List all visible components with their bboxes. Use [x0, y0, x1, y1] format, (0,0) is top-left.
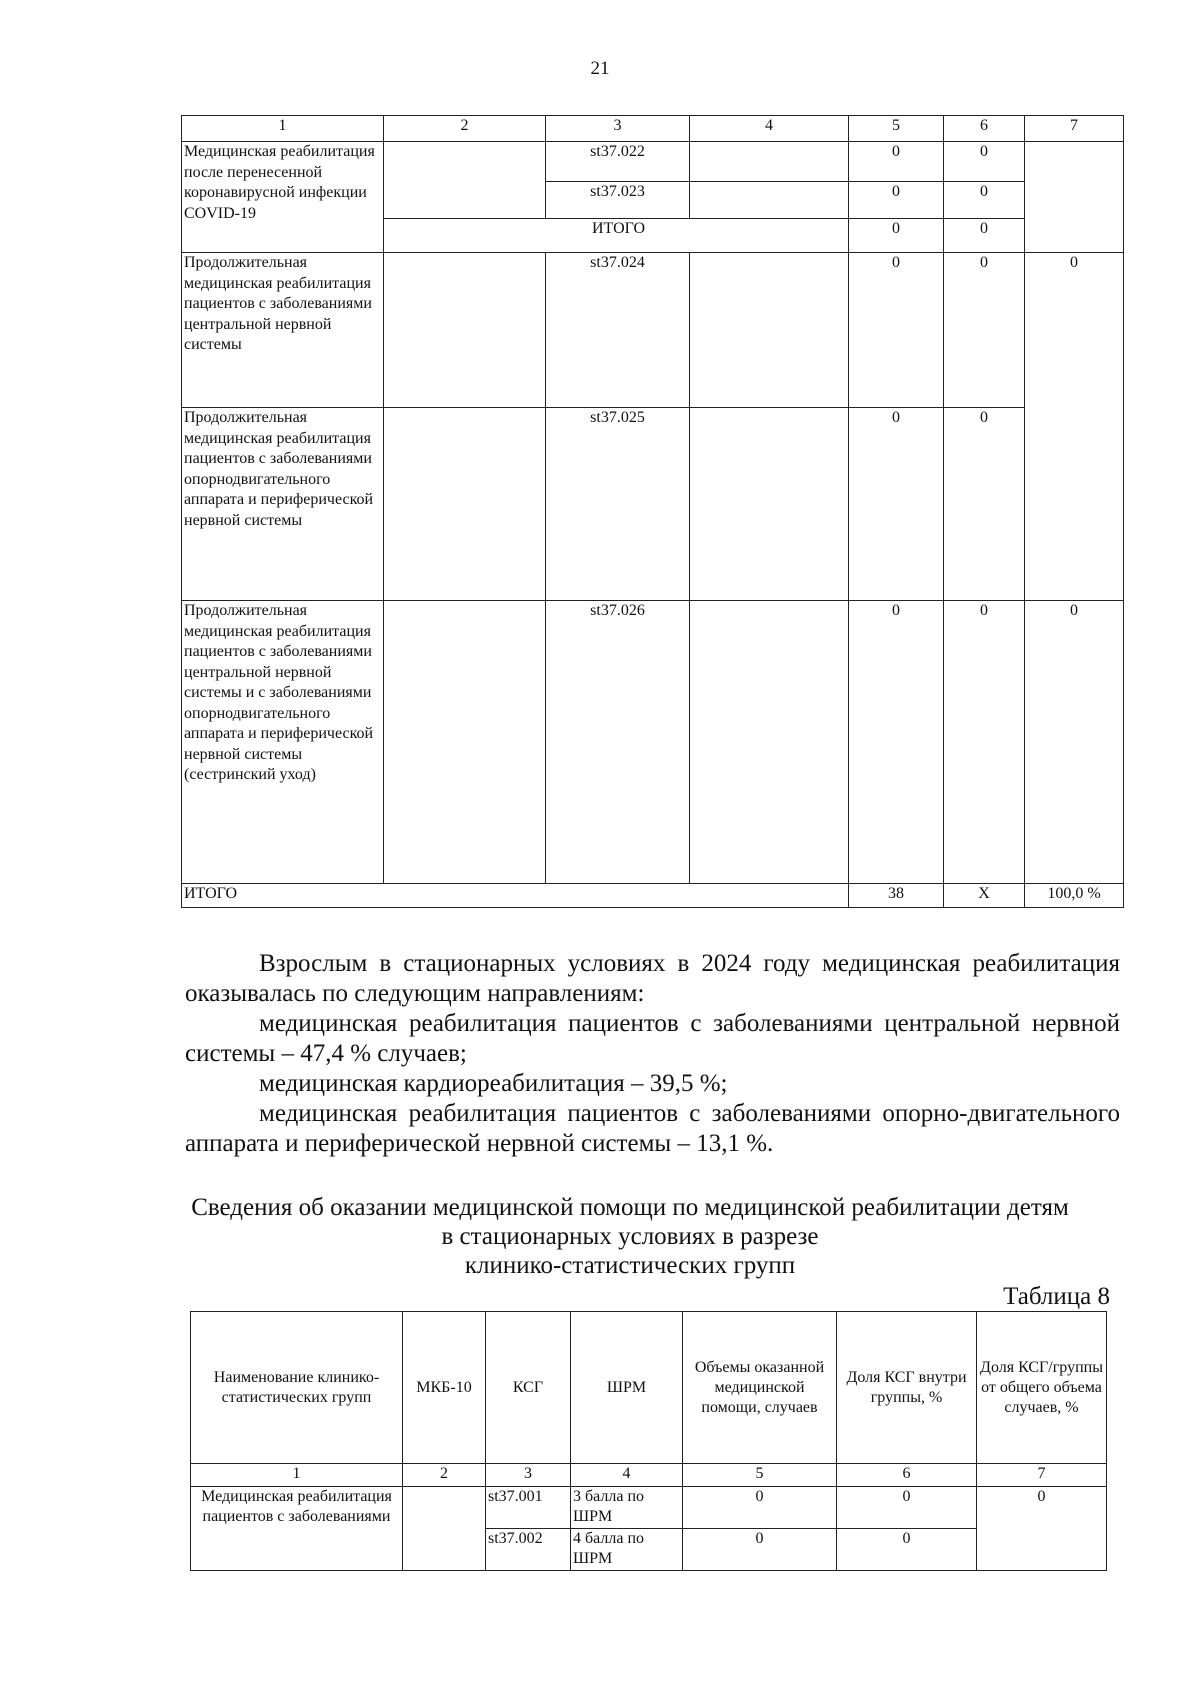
ksg-cell: st37.002 [486, 1529, 571, 1571]
ksg-cell: st37.024 [546, 253, 690, 408]
col-number: 5 [849, 116, 944, 142]
volume-cell: 0 [849, 601, 944, 884]
share-in-group-cell: 0 [944, 408, 1025, 601]
paragraph: медицинская кардиореабилитация – 39,5 %; [259, 1070, 728, 1097]
header-cell: Доля КСГ внутри группы, % [837, 1312, 977, 1464]
volume-cell: 38 [849, 884, 944, 908]
ksg-cell: st37.023 [546, 182, 690, 219]
shrm-cell [690, 182, 849, 219]
table-header-row [191, 1312, 1107, 1464]
paragraph: Взрослым в стационарных условиях в 2024 году медицинская реабилитация оказывалась по следующим направлениям: [185, 950, 1120, 1007]
body-text [185, 949, 1120, 1159]
col-number: 4 [571, 1464, 683, 1487]
col-number: 3 [486, 1464, 571, 1487]
paragraph: медицинская реабилитация пациентов с заболеваниями опорно-двигательного аппарата и периферической нервной системы – 13,1 %. [185, 1100, 1120, 1157]
group-name-cell: Медицинская реабилитация после перенесенной коронавирусной инфекции COVID-19 [182, 142, 384, 253]
paragraph: медицинская реабилитация пациентов с заболеваниями центральной нервной системы – 47,4 % случаев; [185, 1010, 1120, 1067]
shrm-cell: 3 балла по ШРМ [571, 1487, 683, 1529]
table-row [182, 253, 1124, 408]
col-number: 1 [182, 116, 384, 142]
share-total-cell [1025, 142, 1124, 253]
table-row [182, 884, 1124, 908]
share-in-group-cell: 0 [944, 219, 1025, 253]
table-row [182, 601, 1124, 884]
shrm-cell [690, 142, 849, 182]
table-row [182, 142, 1124, 182]
rehab-table-continuation [181, 115, 1124, 908]
mkb-cell [403, 1487, 486, 1571]
mkb-cell [384, 408, 546, 601]
col-number: 2 [384, 116, 546, 142]
page-number: 21 [590, 58, 610, 79]
table-row [182, 116, 1124, 142]
col-number: 7 [977, 1464, 1107, 1487]
volume-cell: 0 [849, 142, 944, 182]
group-name-cell: Продолжительная медицинская реабилитация пациентов с заболеваниями центральной нервной системы и с заболеваниями опорнодвигательного аппарата и периферической нервной системы (сестринский уход) [182, 601, 384, 884]
heading-line: клинико-статистических групп [464, 1252, 796, 1279]
section-heading [150, 1193, 1110, 1280]
col-number: 5 [683, 1464, 837, 1487]
table-row [191, 1487, 1107, 1529]
ksg-cell: st37.022 [546, 142, 690, 182]
share-in-group-cell: Х [944, 884, 1025, 908]
volume-cell: 0 [849, 182, 944, 219]
table-label: Таблица 8 [1003, 1283, 1110, 1310]
ksg-cell: st37.001 [486, 1487, 571, 1529]
header-cell: Наименование клинико-статистических групп [191, 1312, 403, 1464]
shrm-cell [690, 253, 849, 408]
col-number: 7 [1025, 116, 1124, 142]
heading-line: в стационарных условиях в разрезе [441, 1223, 819, 1250]
volume-cell: 0 [683, 1529, 837, 1571]
share-total-cell: 0 [1025, 253, 1124, 601]
col-number: 1 [191, 1464, 403, 1487]
mkb-cell [384, 601, 546, 884]
ksg-cell: st37.025 [546, 408, 690, 601]
volume-cell: 0 [849, 253, 944, 408]
col-number: 6 [837, 1464, 977, 1487]
group-name-cell: Продолжительная медицинская реабилитация пациентов с заболеваниями центральной нервной системы [182, 253, 384, 408]
shrm-cell: 4 балла по ШРМ [571, 1529, 683, 1571]
share-total-cell: 0 [1025, 601, 1124, 884]
col-number: 6 [944, 116, 1025, 142]
mkb-cell [384, 253, 546, 408]
mkb-cell [384, 142, 546, 219]
header-cell: Доля КСГ/группы от общего объема случаев, % [977, 1312, 1107, 1464]
share-in-group-cell: 0 [944, 601, 1025, 884]
col-number: 4 [690, 116, 849, 142]
share-total-cell: 0 [977, 1487, 1107, 1571]
volume-cell: 0 [849, 408, 944, 601]
table-8 [190, 1311, 1107, 1571]
table-row [182, 408, 1124, 601]
header-cell: МКБ-10 [403, 1312, 486, 1464]
col-number: 2 [403, 1464, 486, 1487]
share-in-group-cell: 0 [837, 1529, 977, 1571]
share-in-group-cell: 0 [944, 253, 1025, 408]
share-in-group-cell: 0 [837, 1487, 977, 1529]
volume-cell: 0 [849, 219, 944, 253]
header-cell: ШРМ [571, 1312, 683, 1464]
share-total-cell: 100,0 % [1025, 884, 1124, 908]
heading-line: Сведения об оказании медицинской помощи по медицинской реабилитации детям [191, 1194, 1069, 1221]
share-in-group-cell: 0 [944, 182, 1025, 219]
col-number: 3 [546, 116, 690, 142]
subtotal-label-cell: ИТОГО [384, 219, 849, 253]
group-name-cell: Продолжительная медицинская реабилитация пациентов с заболеваниями опорнодвигательного аппарата и периферической нервной системы [182, 408, 384, 601]
header-cell: КСГ [486, 1312, 571, 1464]
header-cell: Объемы оказанной медицинской помощи, случаев [683, 1312, 837, 1464]
group-name-cell: Медицинская реабилитация пациентов с заболеваниями [191, 1487, 403, 1571]
shrm-cell [690, 601, 849, 884]
share-in-group-cell: 0 [944, 142, 1025, 182]
shrm-cell [690, 408, 849, 601]
volume-cell: 0 [683, 1487, 837, 1529]
table-row [191, 1464, 1107, 1487]
total-label-cell: ИТОГО [182, 884, 849, 908]
ksg-cell: st37.026 [546, 601, 690, 884]
